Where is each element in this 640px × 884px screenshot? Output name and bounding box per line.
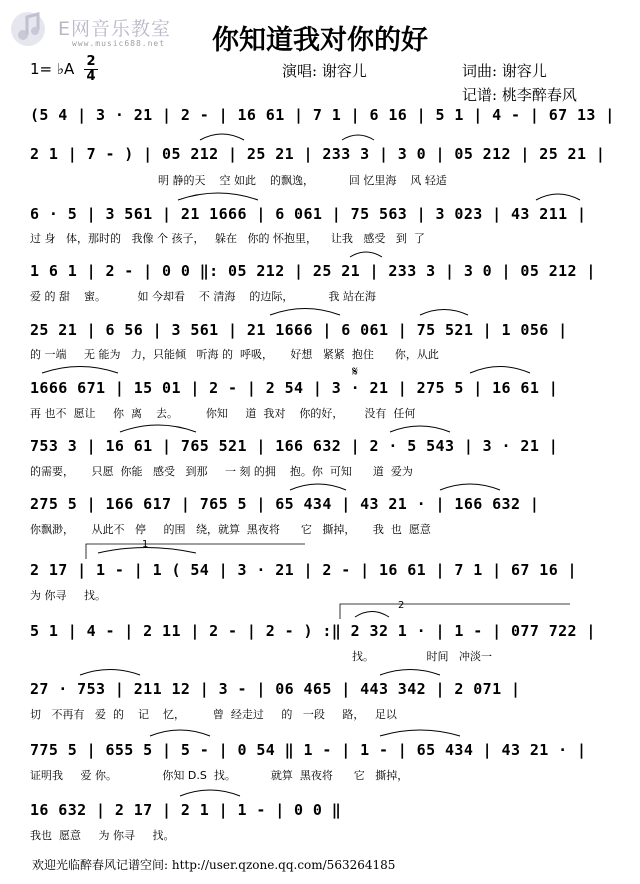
notation-row-4: 1 6 1 | 2 - | 0 0 ‖: 05 212 | 25 21 | 233 3 | 3 0 | 05 212 | xyxy=(30,262,596,280)
logo-url: www.music688.net xyxy=(72,39,166,48)
key-signature: 1= ♭A xyxy=(30,60,75,78)
notation-row-1: (5 4 | 3 · 21 | 2 - | 16 61 | 7 1 | 6 16 | 5 1 | 4 - | 67 13 | xyxy=(30,106,615,124)
segno-sign: 𝄋 xyxy=(352,364,359,380)
logo-text: E网音乐教室 xyxy=(58,18,172,40)
lyric-row-2: 明 静的天 空 如此 的飘逸， 回 忆里海 风 轻适 xyxy=(158,174,447,187)
lyric-row-13: 我也 愿意 为 你寻 找。 xyxy=(30,829,175,842)
lyric-row-7: 的需要， 只愿 你能 感受 到那 一 刻 的拥 抱。你 可知 道 爱为 xyxy=(30,465,413,478)
singer-label: 演唱: xyxy=(282,62,318,80)
lyricist-label: 词曲: xyxy=(462,62,498,80)
notation-row-2: 2 1 | 7 - ) | 05 212 | 25 21 | 233 3 | 3 0 | 05 212 | 25 21 | xyxy=(30,145,606,163)
volta-1-label: 1 xyxy=(142,539,149,550)
meter-bottom: 4 xyxy=(86,69,96,84)
lyricist-name: 谢容儿 xyxy=(501,62,547,80)
notation-row-12: 775 5 | 655 5 | 5 - | 0 54 ‖ 1 - | 1 - | 65 434 | 43 21 · | xyxy=(30,741,587,759)
lyric-row-4: 爱 的 甜 蜜。 如 今却看 不 清海 的边际， 我 站在海 xyxy=(30,290,376,303)
lyric-row-10: 找。 时间 冲淡一 xyxy=(352,650,492,663)
notation-row-6: 1666 671 | 15 01 | 2 - | 2 54 | 3 · 21 | 275 5 | 16 61 | xyxy=(30,379,559,397)
song-title: 你知道我对你的好 xyxy=(212,25,428,56)
lyric-row-9: 为 你寻 找。 xyxy=(30,589,106,602)
notation-row-13: 16 632 | 2 17 | 2 1 | 1 - | 0 0 ‖ xyxy=(30,801,342,819)
transcriber-name: 桃李醉春风 xyxy=(501,86,577,104)
lyric-row-5: 的 一端 无 能为 力，只能倾 听海 的 呼吸， 好想 紧紧 抱住 你，从此 xyxy=(30,348,439,361)
lyric-row-6: 再 也不 愿让 你 离 去。 你知 道 我对 你的好， 没有 任何 xyxy=(30,407,416,420)
notation-row-7: 753 3 | 16 61 | 765 521 | 166 632 | 2 · 5 543 | 3 · 21 | xyxy=(30,437,559,455)
lyric-row-8: 你飘渺， 从此不 停 的围 绕，就算 黑夜将 它 撕掉， 我 也 愿意 xyxy=(30,523,431,536)
notation-row-9: 2 17 | 1 - | 1 ( 54 | 3 · 21 | 2 - | 16 61 | 7 1 | 67 16 | xyxy=(30,561,577,579)
lyric-row-3: 过 身 体，那时的 我像 个 孩子， 躲在 你的 怀抱里， 让我 感受 到 了 xyxy=(30,232,425,245)
notation-row-8: 275 5 | 166 617 | 765 5 | 65 434 | 43 21 · | 166 632 | xyxy=(30,495,540,513)
notation-row-10: 5 1 | 4 - | 2 11 | 2 - | 2 - ) :‖ 2 32 1 · | 1 - | 077 722 | xyxy=(30,622,596,640)
meter-top: 2 xyxy=(86,54,96,69)
notation-row-3: 6 · 5 | 3 561 | 21 1666 | 6 061 | 75 563 | 3 023 | 43 211 | xyxy=(30,205,587,223)
volta-2-label: 2 xyxy=(398,600,405,611)
transcriber-label: 记谱: xyxy=(462,86,498,104)
footer-text: 欢迎光临醉春风记谱空间: http://user.qzone.qq.com/563264185 xyxy=(32,858,396,872)
singer-name: 谢容儿 xyxy=(321,62,367,80)
lyric-row-11: 切 不再有 爱 的 记 忆， 曾 经走过 的 一段 路， 足以 xyxy=(30,708,397,721)
lyric-row-12: 证明我 爱 你。 你知 D.S 找。 就算 黑夜将 它 撕掉， xyxy=(30,769,409,782)
notation-row-5: 25 21 | 6 56 | 3 561 | 21 1666 | 6 061 | 75 521 | 1 056 | xyxy=(30,321,568,339)
notation-row-11: 27 · 753 | 211 12 | 3 - | 06 465 | 443 342 | 2 071 | xyxy=(30,680,521,698)
